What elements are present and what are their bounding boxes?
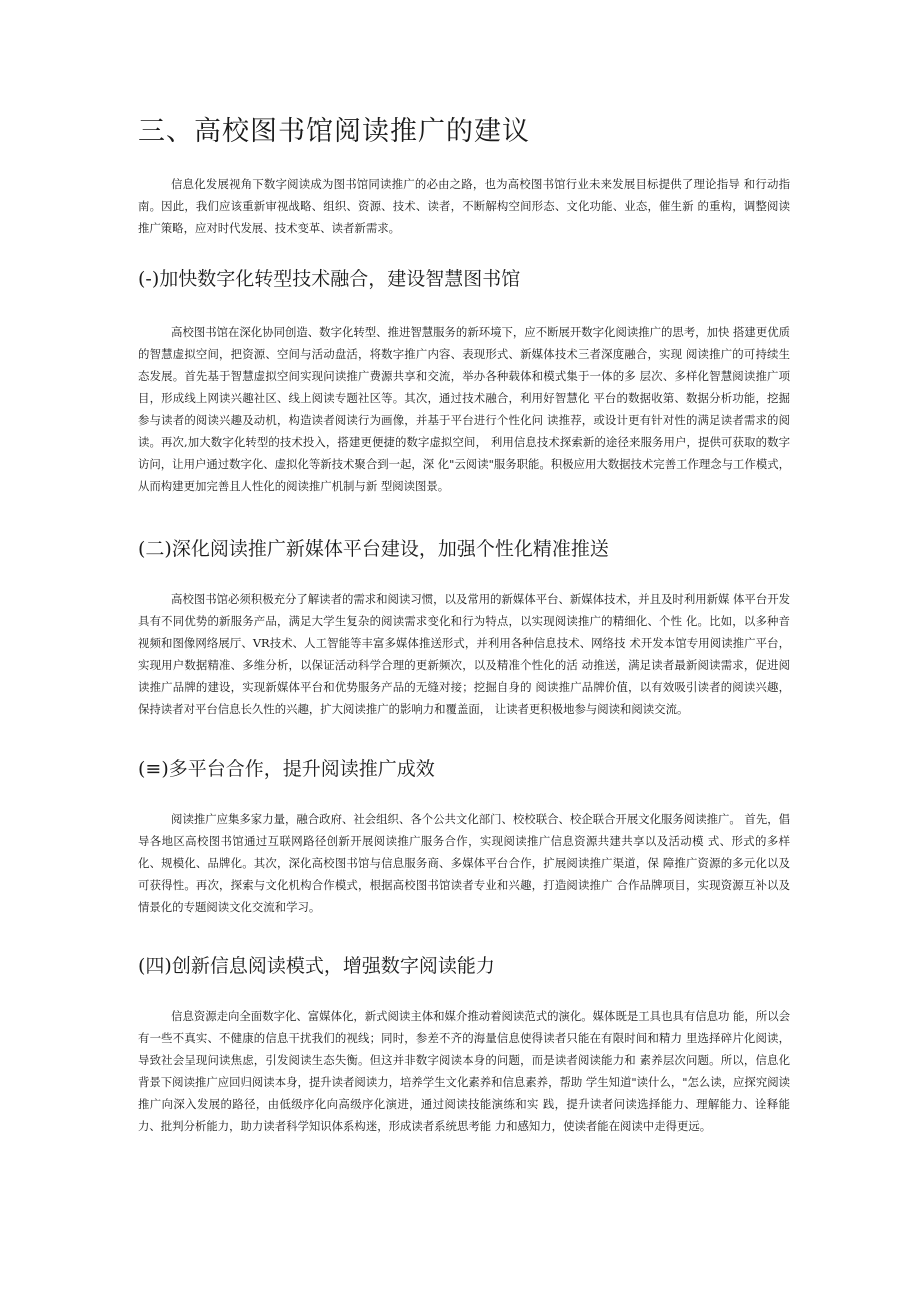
section-body-4: 信息资源走向全面数字化、富媒体化，新式阅读主体和媒介推动着阅读范式的演化。媒体既是工具也具有信息功 能，所以会有一些不真实、不健康的信息干扰我们的视线；同时，参差不齐的海量信息使得读者只能在有限时间和精力 里选择碎片化阅读，导致社会呈现问读焦虑，引发阅读生态失衡。但这并非数字阅读本身的问题，而是读者阅读能力和 素养层次问题。所以，信息化背景下阅读推广应回归阅读本身，提升读者阅读力，培养学生文化素养和信息素养，帮助 学生知道"读什么，"怎么读，应探究阅读推广向深入发展的路径，由低级序化向高级序化演进，通过阅读技能演练和实 践，提升读者问读选择能力、理解能力、诠释能力、批判分析能力，助力读者科学知识体系构迷，形成读者系统思考能 力和感知力，使读者能在阅读中走得更远。 [138,1009,790,1133]
intro-paragraph: 信息化发展视角下数字阅读成为图书馆同读推广的必由之路，也为高校图书馆行业未来发展目标提供了理论指导 和行动指南。因此，我们应该重新审视战略、组织、资源、技术、读者，不断解构空间形态、文化功能、业态，催生新 的重构，调整阅读推广策略，应对时代发展、技术变革、读者新需求。 [138,177,790,235]
section-heading-4: (四)创新信息阅读模式，增强数字阅读能力 [138,955,495,977]
section-heading-1: (-)加快数字化转型技术融合，建设智慧图书馆 [138,268,521,290]
section-body-1: 高校图书馆在深化协同创造、数字化转型、推进智慧服务的新环境下，应不断展开数字化阅读推广的思考，加快 搭建更优质的智慧虚拟空间，把资源、空间与活动盘活，将数字推广内容、表现形式、新媒体技术三者深度融合，实现 阅读推广的可持续生态发展。首先基于智慧虚拟空间实现问读推广费源共享和交流，举办各种载体和模式集于一体的多 层次、多样化智慧阅读推广项目，形成线上网读兴趣社区、线上阅读专题社区等。其次，通过技术融合，利用好智慧化 平台的数据收第、数据分析功能，挖掘参与读者的阅读兴趣及动机，构造读者阅读行为画像，并基于平台进行个性化问 读推荐，或设计更有针对性的满足读者需求的阅读。再次,加大数字化转型的技术投入，搭建更便捷的数字虚拟空间， 利用信息技术探索新的途径来服务用户，提供可获取的数字访问，让用户通过数字化、虚拟化等新技术聚合到一起，深 化"云阅读"服务职能。积极应用大数据技术完善工作理念与工作模式，从而构建更加完善且人性化的阅读推广机制与新 型阅读图景。 [138,325,790,493]
section-heading-3: (≡)多平台合作，提升阅读推广成效 [138,758,435,780]
section-heading-2: (二)深化阅读推广新媒体平台建设，加强个性化精准推送 [138,538,609,560]
page-title: 三、高校图书馆阅读推广的建议 [138,116,530,147]
section-body-3: 阅读推广应集多家力量，融合政府、社会组织、各个公共文化部门、校校联合、校企联合开展文化服务阅读推广。 首先，倡导各地区高校图书馆通过互联网路径创新开展阅读推广服务合作，实现阅读推广信息资源共建共享以及活动模 式、形式的多样化、规模化、品牌化。其次，深化高校图书馆与信息服务商、多媒体平台合作，扩展阅读推广渠道，保 障推广资源的多元化以及可获得性。再次，探索与文化机构合作模式，根据高校图书馆读者专业和兴趣，打造阅读推广 合作品牌项目，实现资源互补以及情景化的专题阅读文化交流和学习。 [138,812,790,914]
section-body-2: 高校图书馆必须积极充分了解读者的需求和阅读习惯，以及常用的新媒体平台、新媒体技术，并且及时利用新媒 体平台开发具有不同优势的新服务产品，满足大学生复杂的阅读需求变化和行为特点，以实现阅读推广的精细化、个性 化。比如，以多种音视频和图像网络展厅、VR技术、人工智能等丰富多媒体推送形式，并利用各种信息技术、网络技 术开发本馆专用阅读推广平台，实现用户数据精准、多维分析，以保证活动科学合理的更新频次，以及精准个性化的活 动推送，满足读者最新阅读需求，促进阅读推广品牌的建设，实现新媒体平台和优势服务产品的无缝对接；挖掘自身的 阅读推广品牌价值，以有效吸引读者的阅读兴趣，保持读者对平台信息长久性的兴趣，扩大阅读推广的影响力和覆盖面， 让读者更积极地参与阅读和阅读交流。 [138,592,790,716]
